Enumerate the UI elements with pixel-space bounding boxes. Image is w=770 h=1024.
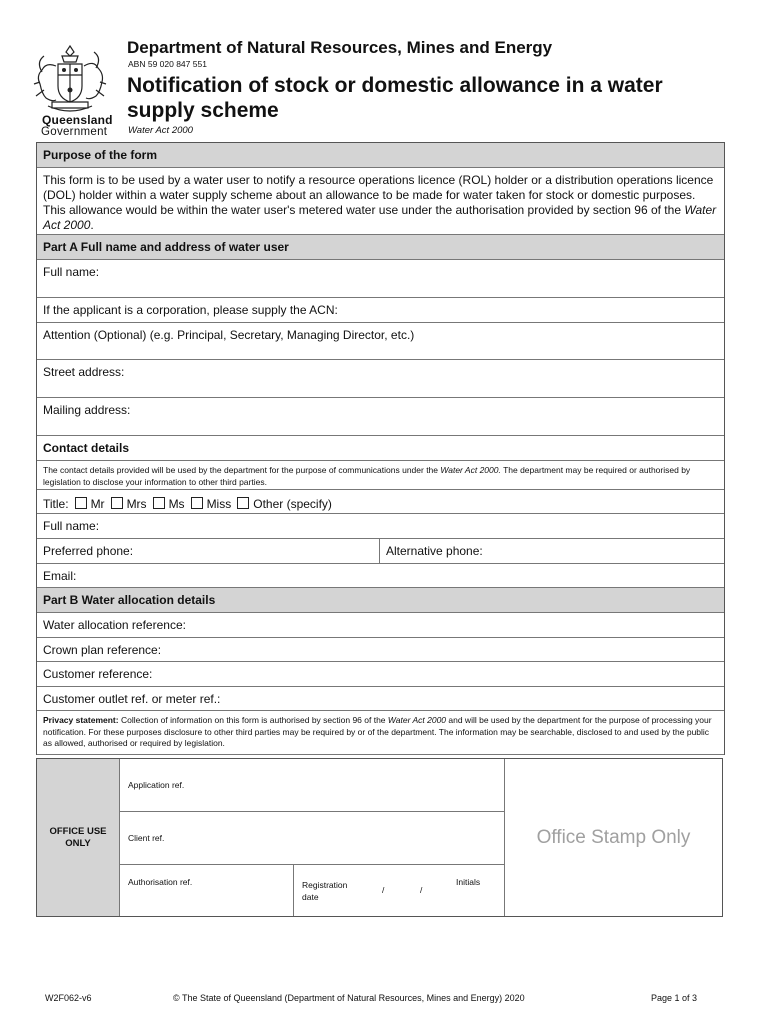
page-title: Notification of stock or domestic allowance in a water supply scheme (127, 74, 663, 122)
authorisation-ref-field[interactable]: Authorisation ref. (119, 865, 294, 916)
title-mr-option[interactable]: Mr (73, 497, 105, 511)
street-address-field[interactable]: Street address: (37, 360, 724, 398)
abn: ABN 59 020 847 551 (128, 59, 207, 69)
office-use-label: OFFICE USE ONLY (37, 759, 119, 916)
date-separator: / (382, 885, 385, 895)
initials-label: Initials (456, 877, 481, 887)
government-wordmark: Government (41, 126, 108, 138)
client-ref-field[interactable]: Client ref. (119, 812, 505, 865)
privacy-statement: Privacy statement: Collection of information on this form is authorised by section 96 of the Water Act 2000 and will be used by the department for the purpose of processing your notification. For these purposes disclosure to other third parties may be required by or of the department. The information may be searchable, disclosed to and used by the public as allowed, authorised or required by legislation. (37, 711, 724, 755)
full-name-field[interactable]: Full name: (37, 260, 724, 298)
application-ref-field[interactable]: Application ref. (119, 759, 505, 812)
act-name: Water Act 2000 (128, 125, 193, 136)
office-stamp-area: Office Stamp Only (536, 826, 691, 848)
contact-note: The contact details provided will be used by the department for the purpose of communications under the Water Act 2000. The department may be required or authorised by legislation to disclose your information to other third parties. (37, 461, 724, 490)
part-a-heading: Part A Full name and address of water user (37, 235, 724, 260)
part-b-heading: Part B Water allocation details (37, 588, 724, 613)
department-name: Department of Natural Resources, Mines and Energy (127, 38, 553, 57)
notification-form (36, 142, 725, 755)
copyright: © The State of Queensland (Department of Natural Resources, Mines and Energy) 2020 (173, 993, 525, 1003)
mr-checkbox[interactable] (75, 497, 87, 509)
phone-row (37, 539, 724, 564)
miss-checkbox[interactable] (191, 497, 203, 509)
email-field[interactable]: Email: (37, 564, 724, 588)
queensland-wordmark: Queensland (42, 113, 113, 127)
purpose-heading: Purpose of the form (37, 143, 724, 168)
title-ms-option[interactable]: Ms (151, 497, 185, 511)
form-code: W2F062-v6 (45, 993, 92, 1003)
contact-full-name-field[interactable]: Full name: (37, 514, 724, 539)
title-options: Title: Mr Mrs Ms Miss Other (specify) (37, 490, 724, 514)
date-separator: / (420, 885, 423, 895)
purpose-text: This form is to be used by a water user to notify a resource operations licence (ROL) holder or a distribution operations licence (DOL) holder within a water supply scheme about an allowance to be made for water taken for stock or domestic purposes. This allowance would be within the water user's metered water use under the authorisation provided by section 96 of the Water Act 2000. (37, 168, 724, 235)
title-miss-option[interactable]: Miss (189, 497, 232, 511)
ms-checkbox[interactable] (153, 497, 165, 509)
title-mrs-option[interactable]: Mrs (109, 497, 147, 511)
queensland-coat-of-arms-icon (30, 42, 110, 118)
preferred-phone-field[interactable]: Preferred phone: (37, 539, 380, 563)
acn-field[interactable]: If the applicant is a corporation, please supply the ACN: (37, 298, 724, 323)
customer-reference-field[interactable]: Customer reference: (37, 662, 724, 687)
registration-date-field[interactable]: Registration date / / Initials (294, 865, 505, 916)
attention-field[interactable]: Attention (Optional) (e.g. Principal, Secretary, Managing Director, etc.) (37, 323, 724, 360)
title-other-option[interactable]: Other (specify) (235, 497, 332, 511)
mrs-checkbox[interactable] (111, 497, 123, 509)
alternative-phone-field[interactable]: Alternative phone: (386, 544, 483, 558)
office-use-block (36, 758, 723, 917)
contact-heading: Contact details (37, 436, 724, 461)
crown-plan-field[interactable]: Crown plan reference: (37, 638, 724, 662)
outlet-ref-field[interactable]: Customer outlet ref. or meter ref.: (37, 687, 724, 711)
mailing-address-field[interactable]: Mailing address: (37, 398, 724, 436)
other-checkbox[interactable] (237, 497, 249, 509)
page-number: Page 1 of 3 (651, 993, 698, 1003)
water-allocation-field[interactable]: Water allocation reference: (37, 613, 724, 638)
form-header (0, 0, 770, 142)
